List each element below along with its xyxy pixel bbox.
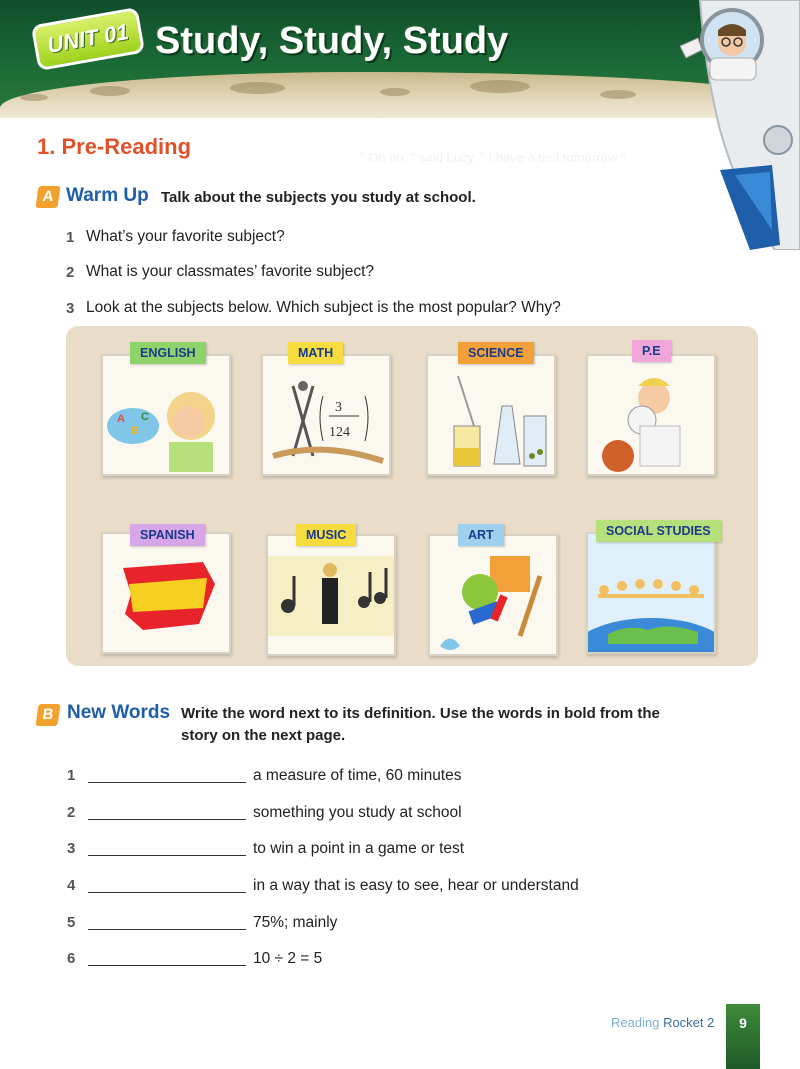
footer-brand-reading: Reading [611, 1015, 660, 1030]
music-card [266, 534, 396, 656]
definition-text: to win a point in a game or test [253, 840, 465, 857]
math-card [261, 354, 391, 476]
music-icon [268, 536, 394, 654]
science-card [426, 354, 556, 476]
footer-brand-rocket: Rocket 2 [663, 1015, 715, 1030]
spanish-icon [103, 534, 229, 652]
answer-blank[interactable] [88, 965, 246, 966]
answer-blank[interactable] [88, 782, 246, 783]
part-b-instruction-line2: story on the next page. [181, 727, 346, 744]
social-studies-icon [588, 534, 714, 652]
english-card [101, 354, 231, 476]
item-number: 1 [67, 767, 76, 784]
pe-card [586, 354, 716, 476]
answer-blank[interactable] [88, 819, 246, 820]
unit-title: Study, Study, Study [155, 20, 509, 62]
subject-label-math: MATH [288, 342, 343, 364]
subject-label-english: ENGLISH [130, 342, 206, 364]
part-b-heading: New Words [67, 702, 171, 723]
item-number: 3 [67, 840, 76, 857]
subject-label-music: MUSIC [296, 524, 356, 546]
part-a-instruction: Talk about the subjects you study at school. [161, 189, 476, 206]
question-text: What’s your favorite subject? [86, 228, 285, 245]
answer-blank[interactable] [88, 855, 246, 856]
part-a-badge: A [35, 186, 60, 208]
svg-text:B: B [131, 425, 139, 437]
subject-label-science: SCIENCE [458, 342, 534, 364]
science-icon [428, 356, 554, 474]
item-number: 2 [67, 804, 76, 821]
question-text: Look at the subjects below. Which subject is the most popular? Why? [86, 299, 561, 316]
svg-text:124: 124 [329, 425, 350, 440]
question-text: What is your classmates’ favorite subject? [86, 263, 375, 280]
unit-badge: UNIT 01 [31, 7, 145, 71]
item-number: 6 [67, 950, 76, 967]
definition-text: something you study at school [253, 804, 462, 821]
spanish-card [101, 532, 231, 654]
definition-text: in a way that is easy to see, hear or understand [253, 877, 579, 894]
svg-text:3: 3 [335, 400, 342, 415]
question-number: 2 [66, 264, 75, 281]
subject-label-pe: P.E [632, 340, 671, 362]
answer-blank[interactable] [88, 929, 246, 930]
item-number: 4 [67, 877, 76, 894]
part-b-badge: B [35, 704, 60, 726]
footer-brand [611, 1015, 714, 1030]
rocket-illustration [680, 0, 800, 250]
page-number: 9 [726, 1004, 760, 1069]
social-studies-card [586, 532, 716, 654]
english-icon [103, 356, 229, 474]
section-title: 1. Pre-Reading [37, 134, 192, 159]
definition-text: 10 ÷ 2 = 5 [253, 950, 323, 967]
definition-text: 75%; mainly [253, 914, 338, 931]
subject-label-social-studies: SOCIAL STUDIES [596, 520, 721, 542]
part-a-heading: Warm Up [66, 185, 149, 206]
watermark-text: " Oh no, " said Lucy. " I have a test tomorrow " [360, 150, 626, 165]
math-icon [263, 356, 389, 474]
art-card [428, 534, 558, 656]
subject-board [66, 326, 758, 666]
svg-text:C: C [141, 411, 149, 423]
question-number: 3 [66, 300, 75, 317]
art-icon [430, 536, 556, 654]
definition-text: a measure of time, 60 minutes [253, 767, 462, 784]
part-b-instruction-line1: Write the word next to its definition. Use the words in bold from the [181, 705, 660, 722]
subject-label-spanish: SPANISH [130, 524, 205, 546]
subject-label-art: ART [458, 524, 504, 546]
svg-text:A: A [117, 413, 125, 425]
item-number: 5 [67, 914, 76, 931]
answer-blank[interactable] [88, 892, 246, 893]
pe-icon [588, 356, 714, 474]
question-number: 1 [66, 229, 75, 246]
